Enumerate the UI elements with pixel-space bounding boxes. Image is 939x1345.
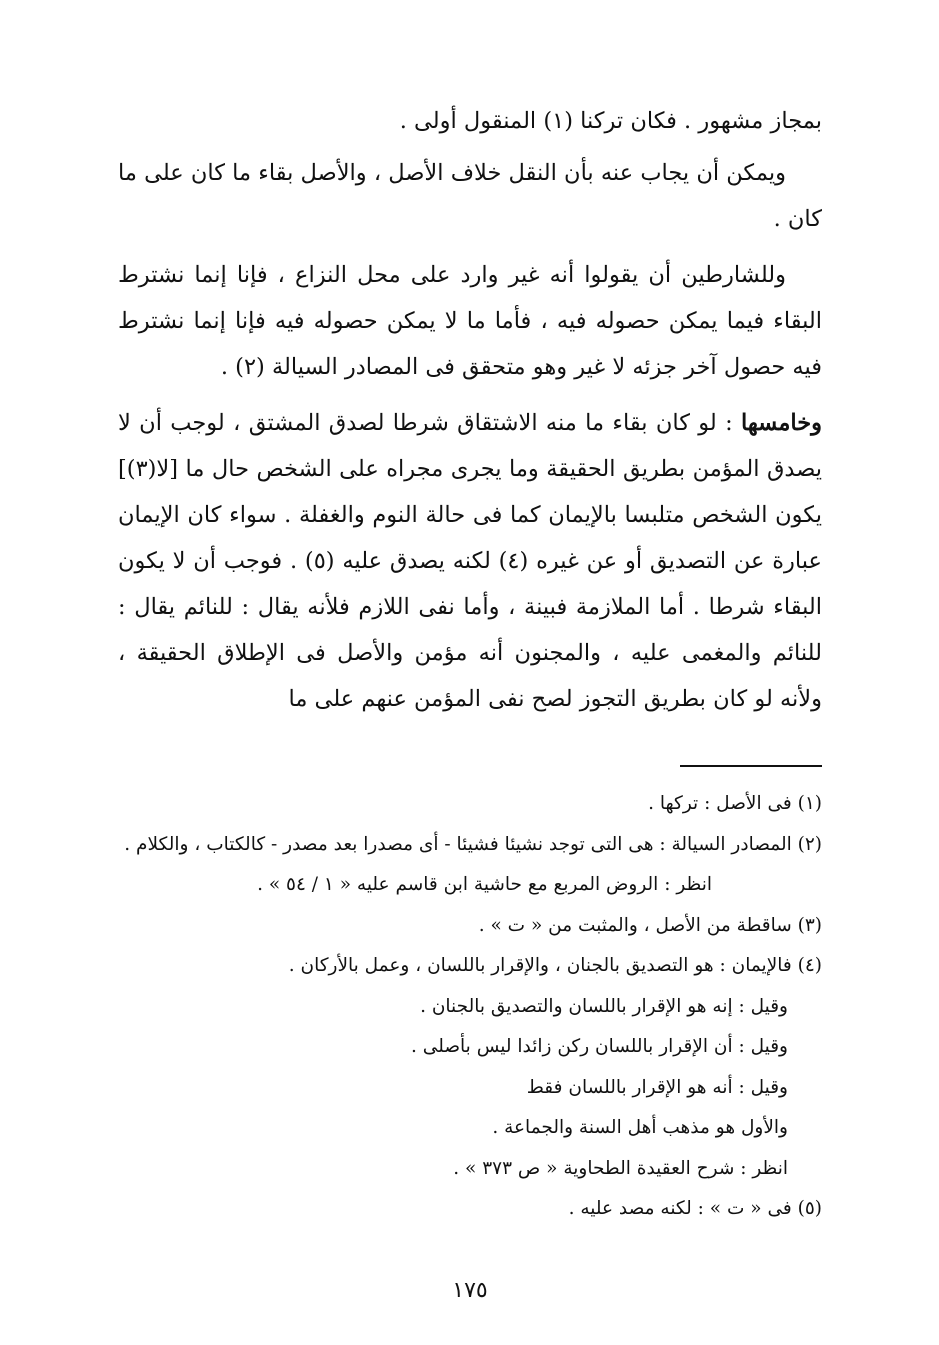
footnote-1: (١) فى الأصل : تركها . bbox=[648, 793, 822, 814]
footnotes bbox=[100, 784, 822, 1230]
paragraph-3 bbox=[118, 252, 822, 390]
paragraph-4 bbox=[118, 400, 822, 722]
main-text bbox=[118, 98, 822, 732]
paragraph-2 bbox=[118, 150, 822, 242]
footnote-separator bbox=[680, 765, 822, 767]
footnote-4-opinion-c: وقيل : أنه هو الإقرار باللسان فقط bbox=[526, 1076, 788, 1098]
footnote-4-conclusion: والأول هو مذهب أهل السنة والجماعة . bbox=[492, 1117, 788, 1138]
footnote-2: (٢) المصادر السيالة : هى التى توجد نشيئا فشيئا - أى مصدرا بعد مصدر - كالكتاب ، والكلام . bbox=[124, 833, 822, 855]
footnote-4-reference: انظر : شرح العقيدة الطحاوية « ص ٣٧٣ » . bbox=[453, 1157, 788, 1179]
footnote-5: (٥) فى « ت » : لكنه مصد عليه . bbox=[568, 1198, 822, 1219]
footnote-3: (٣) ساقطة من الأصل ، والمثبت من « ت » . bbox=[478, 914, 822, 936]
paragraph-3-text: وللشارطين أن يقولوا أنه غير وارد على محل النزاع ، فإنا إنما نشترط البقاء فيما يمكن حصوله فيه ، فأما ما لا يمكن حصوله فيه فإنا إنما نشترط فيه حصول آخر جزئه لا غير وهو متحقق فى المصادر السيالة (٢) . bbox=[118, 262, 822, 380]
footnote-4: (٤) فالإيمان : هو التصديق بالجنان ، والإقرار باللسان ، وعمل بالأركان . bbox=[288, 955, 822, 976]
paragraph-1: بمجاز مشهور . فكان تركنا (١) المنقول أولى . bbox=[399, 108, 822, 134]
page-number: ١٧٥ bbox=[452, 1278, 488, 1303]
paragraph-4-text: : لو كان بقاء ما منه الاشتقاق شرطا لصدق المشتق ، لوجب أن لا يصدق المؤمن بطريق الحقيقة وما يجرى مجراه على الشخص حال ما [لا(٣)] يكون الشخص متلبسا بالإيمان كما فى حالة النوم والغفلة . سواء كان الإيمان عبارة عن التصديق أو عن غيره (٤) لكنه يصدق عليه (٥) . فوجب أن لا يكون البقاء شرطا . أما الملازمة فبينة ، وأما نفى اللازم فلأنه يقال : للنائم يقال : للنائم والمغمى عليه ، والمجنون أنه مؤمن والأصل فى الإطلاق الحقيقة ، ولأنه لو كان بطريق التجوز لصح نفى المؤمن عنهم على ما bbox=[118, 410, 822, 712]
footnote-4-opinion-b: وقيل : أن الإقرار باللسان ركن زائدا ليس بأصلى . bbox=[411, 1036, 788, 1057]
paragraph-4-lead-word: وخامسها bbox=[741, 410, 822, 436]
footnote-4-opinion-a: وقيل : إنه هو الإقرار باللسان والتصديق بالجنان . bbox=[420, 995, 788, 1017]
footnote-2-reference: انظر : الروض المربع مع حاشية ابن قاسم عليه « ١ / ٥٤ » . bbox=[257, 874, 712, 895]
paragraph-2-text: ويمكن أن يجاب عنه بأن النقل خلاف الأصل ، والأصل بقاء ما كان على ما كان . bbox=[118, 160, 822, 232]
